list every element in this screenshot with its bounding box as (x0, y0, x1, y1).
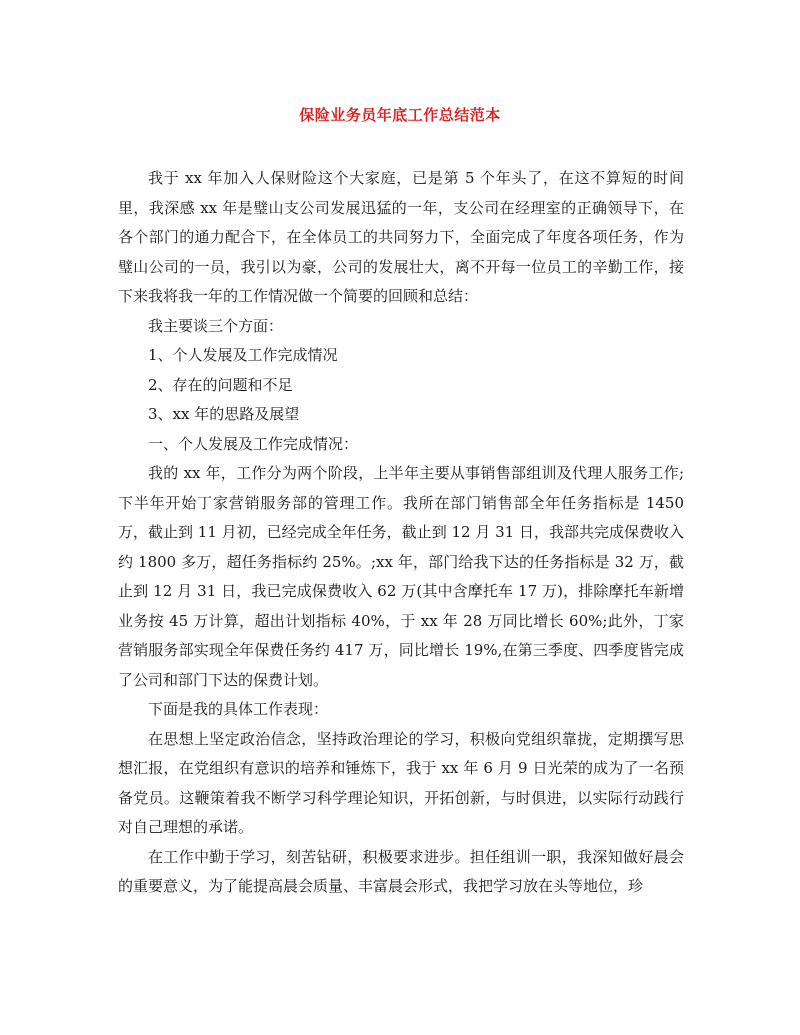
paragraph-study: 在工作中勤于学习，刻苦钻研，积极要求进步。担任组训一职，我深知做好晨会的重要意义，为了能提高晨会质量、丰富晨会形式，我把学习放在头等地位，珍 (118, 847, 684, 895)
paragraph-details-intro: 下面是我的具体工作表现： (148, 700, 329, 718)
paragraph-performance: 我的 xx 年，工作分为两个阶段，上半年主要从事销售部组训及代理人服务工作;下半年开始丁家营销服务部的管理工作。我所在部门销售部全年任务指标是 1450 万，截止到 11 月初，已经完成全年任务，截止到 12 月 31 日，我部共完成保费收入约 1800 多万，超任务指标约 25%。;xx 年，部门给我下达的任务指标是 32 万，截止到 12 月 31 日，我已完成保费收入 62 万(其中含摩托车 17 万)，排除摩托车新增业务按 45 万计算，超出计划指标 40%，于 xx 年 28 万同比增长 60%;此外，丁家营销服务部实现全年保费任务约 417 万，同比增长 19%,在第三季度、四季度皆完成了公司和部门下达的保费计划。 (118, 464, 684, 689)
section-heading-1: 一、个人发展及工作完成情况： (148, 434, 359, 453)
document-body (118, 164, 684, 902)
list-item-3: 3、xx 年的思路及展望 (148, 405, 300, 423)
paragraph-aspects-intro: 我主要谈三个方面： (148, 316, 284, 335)
list-item-2: 2、存在的问题和不足 (148, 375, 293, 394)
list-item-1: 1、个人发展及工作完成情况 (148, 346, 338, 364)
paragraph-political: 在思想上坚定政治信念，坚持政治理论的学习，积极向党组织靠拢，定期撰写思想汇报，在党组织有意识的培养和锤炼下，我于 xx 年 6 月 9 日光荣的成为了一名预备党员。这鞭策着我不断学习科学理论知识，开拓创新，与时俱进，以实际行动践行对自己理想的承诺。 (118, 729, 684, 836)
paragraph-intro: 我于 xx 年加入人保财险这个大家庭，已是第 5 个年头了，在这不算短的时间里，我深感 xx 年是璧山支公司发展迅猛的一年，支公司在经理室的正确领导下，在各个部门的通力配合下，在全体员工的共同努力下，全面完成了年度各项任务，作为璧山公司的一员，我引以为豪，公司的发展壮大，离不开每一位员工的辛勤工作，接下来我将我一年的工作情况做一个简要的回顾和总结： (118, 169, 684, 305)
document-title: 保险业务员年底工作总结范本 (299, 106, 501, 124)
